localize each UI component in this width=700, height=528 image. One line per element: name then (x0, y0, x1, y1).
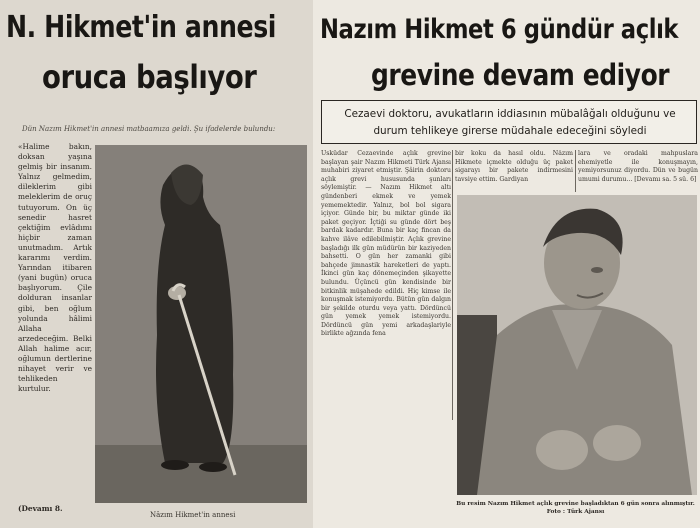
left-column-text: «Halime bakın, doksan yaşına gelmiş bir insanım. Yalnız gelmedim, dileklerim gibi meleklerim de oruç tutuyorum. On üç senedir hasret çektiğim evlâdımı hiçbir zaman unutmadım. Artık kararımı verdim. Yarından itibaren (yani bugün) oruca başlıyorum. Çile dolduran insanlar gibi, ben oğlum yolunda hâlimi Allaha arzedeceğim. Belki Allah halime acır, oğlumun dertlerine nihayet verir ve tehlikeden kurtulur. (18, 142, 92, 394)
left-photo-caption: Nâzım Hikmet'in annesi (150, 511, 236, 519)
left-continuation: (Devamı 8. (18, 505, 63, 513)
nazim-hikmet-illustration (457, 195, 697, 495)
right-column-1: Üsküdar Cezaevinde açlık grevine başlayan şair Nazım Hikmeti Türk Ajansı muhabiri ziyaret etmiştir. Şâirin doktoru açlık grevi hususunda şunları söylemiştir. — Nazım Hikmet altı gündenberi ekmek ve yemek yememektedir. Yalnız, bol bol sigara içiyor. Günde bir, bu miktar günde iki paket geçiyor. İçtiği su günde dört beş bardak kadardır. Buna bir kaç fincan da kahve ilâve edilebilmiştir. Açlık grevine başladığı ilk gün müdürün bir kaziyeden bahsetti. O gün her zamanki gibi bahçede jimnastik hareketleri de yaptı. İkinci gün kaç dönemeçinden şikayette bulundu. Üçüncü gün kendisinde bir bitkinlik müşahede edildi. Hiç kimse ile konuşmak istemiyordu. Bütün gün dalgın bir şekilde oturdu veya yattı. Dördüncü gün yemek yemek istemiyordu. Dördüncü gün yemi arkadaşlariyle birlikte ağzında fena (321, 150, 451, 338)
right-photo-caption: Bu resim Nazım Hikmet açlık grevine başladıktan 6 gün sonra alınmıştır. Foto : Türk Ajansı (456, 501, 695, 515)
left-headline-line1: N. Hikmet'in annesi (6, 10, 277, 45)
mother-figure-illustration (95, 145, 307, 503)
subheadline: Cezaevi doktoru, avukatların iddiasının mübalâğalı olduğunu ve durum tehlikeye girerse müdahale edeceğini söyledi (344, 108, 676, 137)
right-headline-line2: grevine devam ediyor (371, 58, 670, 92)
column-divider (575, 150, 576, 192)
left-intro-text: Dün Nazım Hikmet'in annesi matbaamıza geldi. Şu ifadelerde bulundu: (22, 125, 276, 133)
nazim-hikmet-photo (457, 195, 697, 495)
right-column-2: bir koku da hasıl oldu. Nâzım Hikmete içmekte olduğu üç paket sigarayı bir pakete indirmesini tavsiye ettim. Gardiyan (455, 150, 573, 183)
mother-photo (95, 145, 307, 503)
right-column-3: lara ve oradaki mahpuslara ehemiyetle ile konuşmayın, yemiyorsunuz diyordu. Dün ve bugün umumi durumu... [Devamı sa. 5 sü. 6] (578, 150, 698, 183)
left-clipping (0, 0, 313, 528)
right-headline-line1: Nazım Hikmet 6 gündür açlık (320, 14, 679, 45)
column-divider (452, 150, 453, 420)
left-headline-line2: oruca başlıyor (42, 58, 257, 96)
subheadline-box (321, 100, 697, 144)
right-clipping (313, 0, 700, 528)
